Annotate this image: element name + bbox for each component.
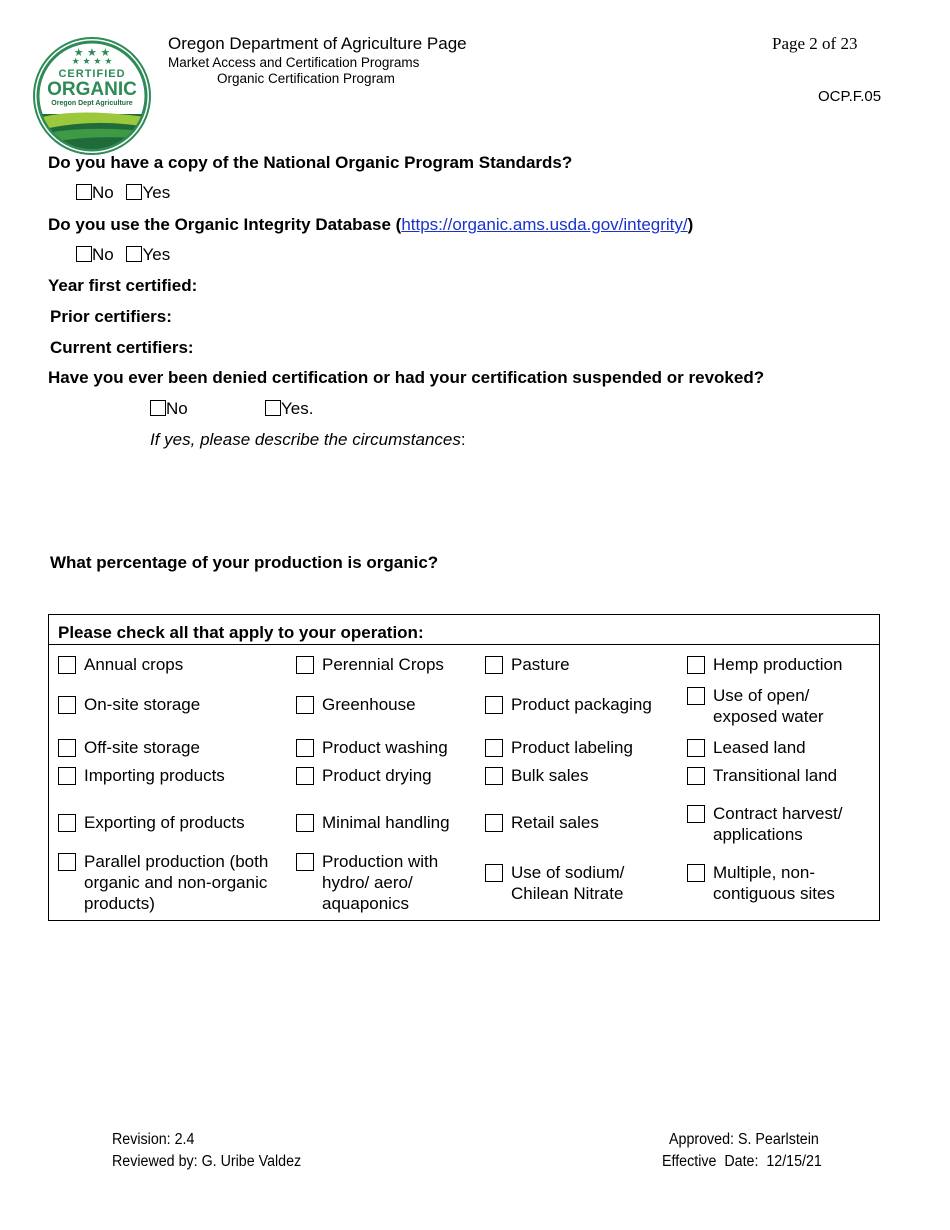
op-non-contiguous-sites[interactable] (687, 862, 859, 904)
table-row (49, 685, 880, 733)
option-label: Contract harvest/ applications (713, 803, 843, 844)
op-product-labeling[interactable] (485, 737, 687, 758)
op-on-site-storage[interactable] (58, 694, 296, 715)
op-parallel-production[interactable] (58, 851, 281, 914)
svg-text:★ ★ ★: ★ ★ ★ (73, 46, 111, 59)
nop-yes-label: Yes (142, 183, 171, 202)
footer-reviewed-by: Reviewed by: G. Uribe Valdez (112, 1153, 302, 1170)
option-label: Transitional land (713, 765, 838, 785)
op-contract-harvest[interactable] (687, 803, 859, 845)
checkbox[interactable] (58, 656, 76, 674)
table-header: Please check all that apply to your operation: (58, 623, 424, 642)
option-label: Product washing (322, 737, 448, 757)
option-label: Production with hydro/ aero/ aquaponics (322, 851, 439, 913)
checkbox[interactable] (485, 864, 503, 882)
oid-no-checkbox[interactable] (76, 246, 92, 262)
table-row (49, 763, 880, 803)
header-subtitle-organic: Organic Certification Program (217, 71, 395, 86)
question-organic-percentage: What percentage of your production is organic? (50, 553, 439, 572)
op-product-packaging[interactable] (485, 694, 687, 715)
checkbox[interactable] (296, 814, 314, 832)
option-label: Annual crops (84, 655, 184, 674)
option-label: Hemp production (713, 655, 843, 674)
op-off-site-storage[interactable] (58, 737, 296, 758)
op-exporting-products[interactable] (58, 812, 296, 833)
option-label: Product packaging (511, 694, 652, 714)
option-label: Multiple, non-contiguous sites (713, 862, 835, 903)
option-label: Perennial Crops (322, 655, 444, 674)
checkbox[interactable] (58, 767, 76, 785)
form-code: OCP.F.05 (818, 88, 882, 105)
option-label: Retail sales (511, 812, 599, 832)
option-label: Off-site storage (84, 737, 200, 757)
oid-yes-label: Yes (142, 245, 171, 264)
logo-top-text: CERTIFIED (58, 68, 126, 80)
checkbox[interactable] (58, 853, 76, 871)
operation-checklist-table (48, 614, 880, 921)
denied-no-option (150, 399, 188, 419)
checkbox[interactable] (687, 656, 705, 674)
option-label: Product labeling (511, 737, 633, 757)
table-row (49, 803, 880, 851)
op-product-drying[interactable] (296, 765, 485, 786)
nop-options (76, 183, 170, 203)
footer-effective-date: Effective Date: 12/15/21 (662, 1153, 822, 1170)
logo-sub-text: Oregon Dept Agriculture (51, 100, 133, 107)
current-certifiers-label: Current certifiers: (50, 338, 194, 357)
oid-options (76, 245, 170, 265)
checkbox[interactable] (58, 696, 76, 714)
op-open-exposed-water[interactable] (687, 685, 859, 727)
op-hemp-production[interactable] (687, 654, 879, 675)
option-label: Leased land (713, 737, 806, 757)
option-label: Use of open/ exposed water (713, 685, 824, 726)
op-pasture[interactable] (485, 654, 687, 675)
op-transitional-land[interactable] (687, 765, 879, 786)
footer-approved: Approved: S. Pearlstein (669, 1131, 819, 1148)
denied-yes-checkbox[interactable] (265, 400, 281, 416)
checkbox[interactable] (485, 767, 503, 785)
year-first-certified-label: Year first certified: (48, 276, 198, 295)
nop-no-label: No (92, 183, 114, 202)
checkbox[interactable] (687, 805, 705, 823)
header-subtitle-programs: Market Access and Certification Programs (168, 55, 420, 70)
denied-no-checkbox[interactable] (150, 400, 166, 416)
oid-no-label: No (92, 245, 114, 264)
table-row (49, 851, 880, 921)
op-greenhouse[interactable] (296, 694, 485, 715)
op-importing-products[interactable] (58, 765, 296, 786)
checkbox[interactable] (485, 814, 503, 832)
checkbox[interactable] (58, 739, 76, 757)
checkbox[interactable] (485, 739, 503, 757)
checkbox[interactable] (485, 696, 503, 714)
checkbox[interactable] (687, 687, 705, 705)
op-annual-crops[interactable] (58, 654, 296, 675)
checkbox[interactable] (58, 814, 76, 832)
prior-certifiers-label: Prior certifiers: (50, 307, 172, 326)
checkbox[interactable] (296, 696, 314, 714)
logo-main-text: ORGANIC (47, 79, 137, 100)
denied-describe-colon: : (460, 430, 466, 449)
svg-text:★ ★ ★ ★: ★ ★ ★ ★ (71, 57, 113, 67)
checkbox[interactable] (687, 767, 705, 785)
oid-yes-checkbox[interactable] (126, 246, 142, 262)
op-bulk-sales[interactable] (485, 765, 687, 786)
checkbox[interactable] (296, 739, 314, 757)
page-number: Page 2 of 23 (772, 34, 858, 53)
op-perennial-crops[interactable] (296, 654, 485, 675)
question-oid (48, 215, 693, 235)
option-label: Use of sodium/ Chilean Nitrate (511, 862, 625, 903)
op-retail-sales[interactable] (485, 812, 687, 833)
op-leased-land[interactable] (687, 737, 879, 758)
table-row (49, 733, 880, 763)
option-label: Greenhouse (322, 694, 416, 714)
checkbox[interactable] (687, 739, 705, 757)
nop-yes-checkbox[interactable] (126, 184, 142, 200)
nop-no-checkbox[interactable] (76, 184, 92, 200)
checkbox[interactable] (296, 853, 314, 871)
op-hydro-aero-aquaponics[interactable] (296, 851, 465, 914)
op-minimal-handling[interactable] (296, 812, 485, 833)
table-row (49, 645, 880, 685)
header-title: Oregon Department of Agriculture Page (168, 34, 467, 53)
question-denied-certification: Have you ever been denied certification or had your certification suspended or revoked? (48, 368, 765, 387)
oid-link[interactable]: https://organic.ams.usda.gov/integrity/ (401, 215, 688, 234)
option-label: Minimal handling (322, 812, 450, 832)
oid-question-close: ) (687, 215, 694, 234)
checkbox[interactable] (485, 656, 503, 674)
option-label: On-site storage (84, 694, 201, 714)
certified-organic-logo (32, 36, 152, 156)
option-label: Exporting of products (84, 812, 245, 832)
oid-question-text: Do you use the Organic Integrity Database ( (48, 215, 402, 234)
question-nop-standards: Do you have a copy of the National Organic Program Standards? (48, 153, 573, 172)
denied-describe-text: If yes, please describe the circumstances (150, 430, 461, 449)
checkbox[interactable] (687, 864, 705, 882)
option-label: Parallel production (both organic and non-organic products) (84, 851, 269, 913)
denied-describe-prompt (150, 430, 466, 450)
denied-yes-label: Yes. (281, 399, 314, 418)
denied-yes-option (265, 399, 313, 419)
denied-no-label: No (166, 399, 188, 418)
op-product-washing[interactable] (296, 737, 485, 758)
checkbox[interactable] (296, 767, 314, 785)
checkbox[interactable] (296, 656, 314, 674)
option-label: Importing products (84, 765, 225, 785)
op-sodium-chilean-nitrate[interactable] (485, 862, 647, 904)
option-label: Pasture (511, 655, 570, 674)
option-label: Product drying (322, 765, 432, 785)
table-header-row (49, 615, 880, 645)
footer-revision: Revision: 2.4 (112, 1131, 195, 1148)
option-label: Bulk sales (511, 765, 589, 785)
